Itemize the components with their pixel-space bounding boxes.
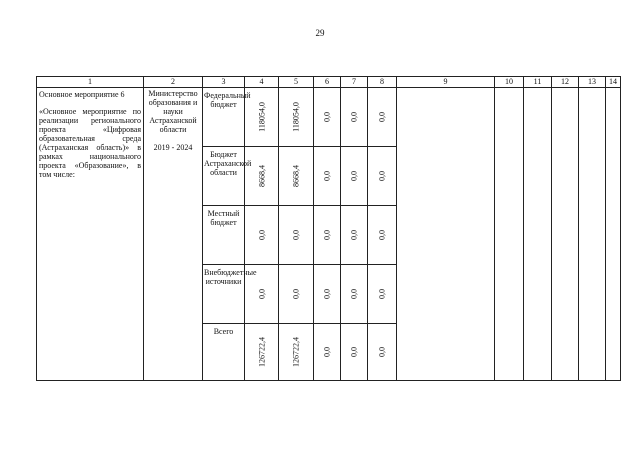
value: 0,0 xyxy=(377,347,387,357)
value-cell xyxy=(314,265,341,324)
empty-cell xyxy=(495,88,524,381)
value-cell xyxy=(314,88,341,147)
col-number: 9 xyxy=(397,77,495,88)
funding-source: Бюджет Астраханской области xyxy=(203,147,245,206)
measure-cell xyxy=(37,88,144,381)
value-cell xyxy=(368,324,397,381)
value-cell xyxy=(368,206,397,265)
value-cell xyxy=(279,265,314,324)
value: 0,0 xyxy=(257,230,266,240)
value: 0,0 xyxy=(349,230,359,240)
value: 0,0 xyxy=(322,112,332,122)
col-number: 8 xyxy=(368,77,397,88)
value: 0,0 xyxy=(349,171,359,181)
col-number: 14 xyxy=(606,77,621,88)
col-number: 4 xyxy=(245,77,279,88)
value: 0,0 xyxy=(322,289,332,299)
value-cell xyxy=(341,265,368,324)
funding-source: Местный бюджет xyxy=(203,206,245,265)
col-number: 6 xyxy=(314,77,341,88)
value: 0,0 xyxy=(377,289,387,299)
value: 0,0 xyxy=(377,171,387,181)
value-cell xyxy=(245,206,279,265)
value-cell xyxy=(245,147,279,206)
executor-name: Министерство образования и науки Астраханской области xyxy=(148,89,198,134)
value: 0,0 xyxy=(349,347,359,357)
value-cell xyxy=(279,324,314,381)
empty-cell xyxy=(552,88,579,381)
col-number: 7 xyxy=(341,77,368,88)
col-number: 11 xyxy=(524,77,552,88)
period: 2019 - 2024 xyxy=(153,143,193,152)
value-cell xyxy=(314,324,341,381)
value-cell xyxy=(341,324,368,381)
value-cell xyxy=(368,265,397,324)
funding-source: Внебюджетные источники xyxy=(203,265,245,324)
value: 8668,4 xyxy=(257,165,266,187)
value-cell xyxy=(368,88,397,147)
value: 0,0 xyxy=(291,289,301,299)
col-number: 10 xyxy=(495,77,524,88)
col-number: 5 xyxy=(279,77,314,88)
funding-table xyxy=(36,76,621,381)
measure-description: «Основное мероприятие по реализации регионального проекта «Цифровая образовательная среда (Астраханская область)» в рамках национального проекта «Образование», в том числе: xyxy=(39,107,141,179)
column-number-row xyxy=(37,77,621,88)
value: 118054,0 xyxy=(291,102,301,132)
value: 0,0 xyxy=(322,230,332,240)
value-cell xyxy=(368,147,397,206)
value-cell xyxy=(245,88,279,147)
value: 0,0 xyxy=(377,230,387,240)
empty-cell xyxy=(524,88,552,381)
col-number: 13 xyxy=(579,77,606,88)
value: 118054,0 xyxy=(257,102,266,132)
value: 8668,4 xyxy=(291,165,301,187)
value: 0,0 xyxy=(257,289,266,299)
value-cell xyxy=(314,147,341,206)
table-row xyxy=(37,88,621,147)
executor-cell xyxy=(144,88,203,381)
value-cell xyxy=(341,147,368,206)
value-cell xyxy=(245,324,279,381)
measure-title: Основное мероприятие 6 xyxy=(39,90,125,99)
value: 0,0 xyxy=(349,289,359,299)
funding-source: Федеральный бюджет xyxy=(203,88,245,147)
empty-cell xyxy=(397,88,495,381)
col-number: 1 xyxy=(37,77,144,88)
value-cell xyxy=(245,265,279,324)
value: 0,0 xyxy=(349,112,359,122)
page-number: 29 xyxy=(315,28,325,38)
funding-source: Всего xyxy=(203,324,245,381)
col-number: 12 xyxy=(552,77,579,88)
value-cell xyxy=(341,88,368,147)
value: 0,0 xyxy=(322,171,332,181)
empty-cell xyxy=(579,88,606,381)
col-number: 3 xyxy=(203,77,245,88)
value-cell xyxy=(314,206,341,265)
value-cell xyxy=(279,147,314,206)
value: 0,0 xyxy=(322,347,332,357)
empty-cell xyxy=(606,88,621,381)
value: 126722,4 xyxy=(257,337,266,367)
value: 126722,4 xyxy=(291,337,301,367)
value: 0,0 xyxy=(377,112,387,122)
value: 0,0 xyxy=(291,230,301,240)
value-cell xyxy=(279,206,314,265)
value-cell xyxy=(341,206,368,265)
col-number: 2 xyxy=(144,77,203,88)
value-cell xyxy=(279,88,314,147)
